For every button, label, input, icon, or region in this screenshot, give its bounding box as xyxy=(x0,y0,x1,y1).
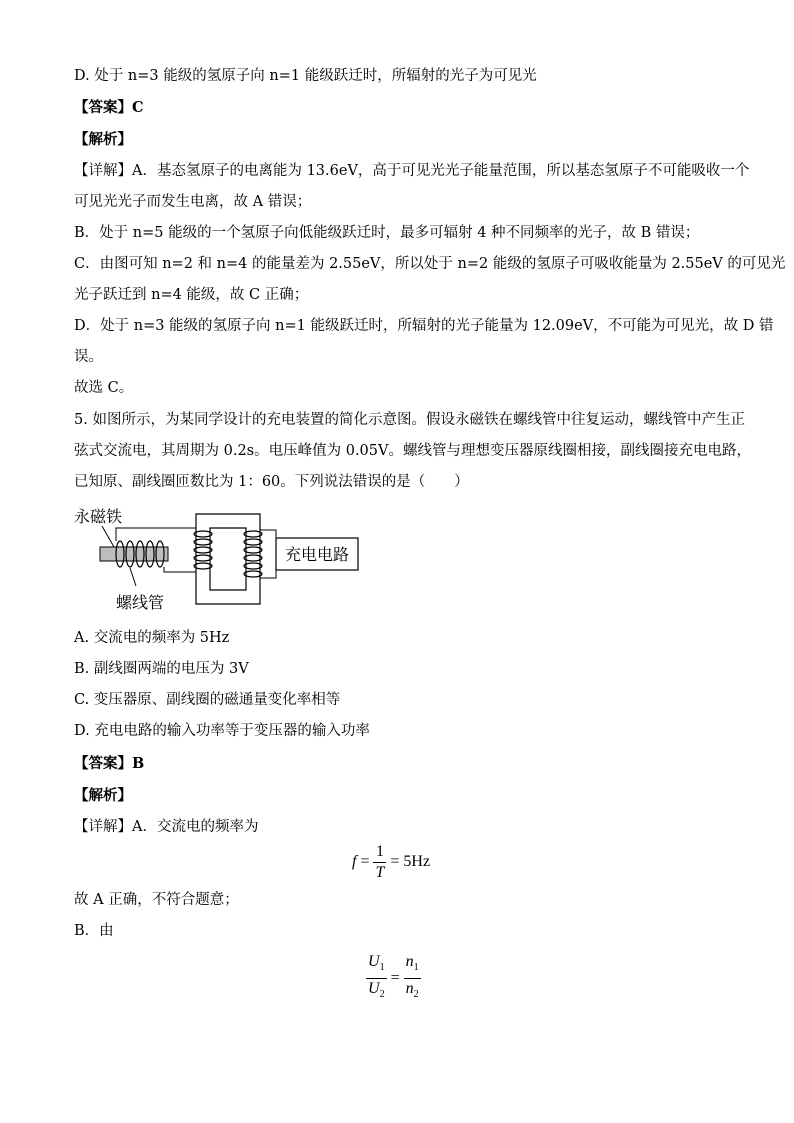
u1-subscript: 1 xyxy=(379,962,385,974)
voltage-fraction xyxy=(366,952,387,1005)
detail-c-line-2: 光子跃迁到 n=4 能级，故 C 正确； xyxy=(74,287,309,303)
u2-symbol: U xyxy=(368,980,380,998)
option-c: C. 变压器原、副线圈的磁通量变化率相等 xyxy=(74,692,341,708)
solenoid-label: 螺线管 xyxy=(116,593,165,612)
detail-d-line-2: 误。 xyxy=(74,349,103,365)
detail-a-line-2: 可见光光子而发生电离，故 A 错误； xyxy=(74,194,312,210)
freq-denominator: T xyxy=(375,864,385,881)
transformer-core xyxy=(196,514,260,604)
conclude-a: 故 A 正确，不符合题意； xyxy=(74,892,239,908)
freq-symbol: f xyxy=(352,853,357,871)
question-5-line-3: 已知原、副线圈匝数比为 1：60。下列说法错误的是（ ） xyxy=(74,474,469,490)
n1-subscript: 1 xyxy=(413,962,419,974)
n1-symbol: n xyxy=(405,953,414,970)
detail-c-line-1: C．由图可知 n=2 和 n=4 的能量差为 2.55eV，所以处于 n=2 能级的氢原子可吸收能量为 2.55eV 的可见光 xyxy=(74,256,786,272)
turns-ratio-equation: $\frac{U_1}{U_2}$ = $\frac{n_1}{n_2}$ xyxy=(366,952,421,1005)
solenoid-pointer xyxy=(130,568,136,586)
magnet-pointer xyxy=(102,526,114,547)
detail-d-line-1: D．处于 n=3 能级的氢原子向 n=1 能级跃迁时，所辐射的光子能量为 12.09eV，不可能为可见光，故 D 错 xyxy=(74,318,774,334)
detail-5a: 【详解】A．交流电的频率为 xyxy=(74,819,259,835)
question-5-line-2: 弦式交流电，其周期为 0.2s。电压峰值为 0.05V。螺线管与理想变压器原线圈相接，副线圈接充电电路， xyxy=(74,443,751,459)
option-d: D. 充电电路的输入功率等于变压器的输入功率 xyxy=(74,723,370,739)
u1-symbol: U xyxy=(368,953,380,970)
detail-a-line-1: 【详解】A．基态氢原子的电离能为 13.6eV，高于可见光光子能量范围，所以基态氢原子不可能吸收一个 xyxy=(74,163,750,179)
detail-5b: B．由 xyxy=(74,923,114,939)
freq-numerator: 1 xyxy=(373,842,386,863)
question-5-line-1: 5. 如图所示，为某同学设计的充电装置的简化示意图。假设永磁铁在螺线管中往复运动，螺线管中产生正 xyxy=(74,412,745,428)
n2-subscript: 2 xyxy=(413,989,419,1001)
charging-circuit-label: 充电电路 xyxy=(284,545,350,564)
prev-option-d: D. 处于 n=3 能级的氢原子向 n=1 能级跃迁时，所辐射的光子为可见光 xyxy=(74,68,537,84)
primary-wire-top xyxy=(116,528,198,541)
secondary-wire-bottom xyxy=(260,560,276,578)
detail-b: B．处于 n=5 能级的一个氢原子向低能级跃迁时，最多可辐射 4 种不同频率的光子，故 B 错误； xyxy=(74,225,700,241)
frequency-equation: f = $\frac{1}{T}$ = 5Hz xyxy=(352,843,431,881)
n2-symbol: n xyxy=(405,980,414,998)
freq-result: = 5Hz xyxy=(390,853,431,871)
turns-fraction xyxy=(404,952,421,1005)
answer: 【答案】B xyxy=(74,755,145,772)
prev-answer: 【答案】C xyxy=(74,99,144,116)
u2-subscript: 2 xyxy=(379,989,385,1001)
option-b: B. 副线圈两端的电压为 3V xyxy=(74,661,249,677)
charging-device-diagram xyxy=(70,500,370,620)
option-a: A. 交流电的频率为 5Hz xyxy=(74,630,230,646)
secondary-wire-top xyxy=(260,530,276,546)
choose-conclusion: 故选 C。 xyxy=(74,380,134,396)
primary-wire-bottom xyxy=(164,567,198,572)
freq-fraction xyxy=(373,842,386,883)
analysis-heading: 【解析】 xyxy=(74,787,132,804)
prev-analysis-heading: 【解析】 xyxy=(74,131,132,148)
magnet-label: 永磁铁 xyxy=(74,507,123,526)
